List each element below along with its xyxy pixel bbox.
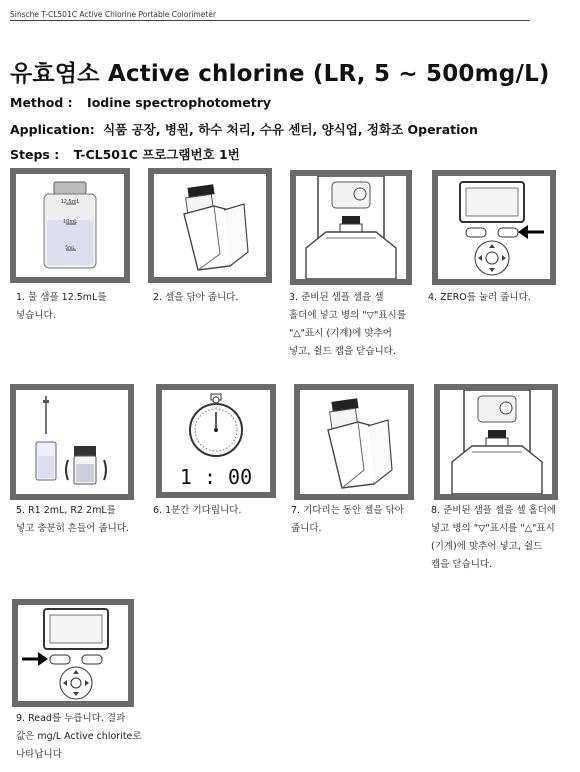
step-9-caption: 9. Read를 누릅니다. 결과 값은 mg/L Active chlorite로 나타납니다 xyxy=(16,713,142,760)
bottle-mark-mid: 10mL xyxy=(62,219,78,225)
application-label: Application: xyxy=(10,122,95,137)
step-1-image xyxy=(10,168,130,283)
step-2-caption: 2. 셀을 닦아 줍니다. xyxy=(153,292,239,303)
method-value: Iodine spectrophotometry xyxy=(87,95,272,110)
timer-display: 1 : 00 xyxy=(179,465,253,489)
wipe-cell-icon xyxy=(300,390,408,494)
step-7-image xyxy=(294,384,414,500)
step-4-caption: 4. ZERO를 눌러 줍니다. xyxy=(428,292,531,303)
meter-read-icon xyxy=(18,605,128,701)
step-9-image xyxy=(12,599,134,707)
sample-bottle-icon xyxy=(16,174,124,277)
reagent-shake-icon xyxy=(16,390,128,494)
step-1-caption: 1. 물 샘플 12.5mL를 넣습니다. xyxy=(16,292,107,321)
page-title: 유효염소 Active chlorine (LR, 5 ~ 500mg/L) xyxy=(10,61,550,87)
application-line xyxy=(10,120,478,138)
step-5-image xyxy=(10,384,134,500)
steps-label: Steps : xyxy=(10,147,60,162)
steps-value: T-CL501C 프로그램번호 1번 xyxy=(73,147,240,162)
steps-line xyxy=(10,145,240,163)
application-value: 식품 공장, 병원, 하수 처리, 수유 센터, 양식업, 정화조 Operation xyxy=(103,122,478,137)
stopwatch-icon xyxy=(162,390,270,492)
step-7-caption: 7. 기다리는 동안 셀을 닦아 줍니다. xyxy=(291,505,404,534)
step-6-caption: 6. 1분간 기다립니다. xyxy=(153,505,242,516)
bottle-mark-low: 5mL xyxy=(65,246,75,251)
page-header: Sinsche T-CL501C Active Chlorine Portable Colorimeter xyxy=(10,10,530,21)
step-8-caption: 8. 준비된 샘플 셀을 셀 홀더에 넣고 병의 "▽"표시를 "△"표시 (기계)에 맞추어 넣고, 쉴드 캡을 닫습니다. xyxy=(431,505,557,570)
meter-zero-icon xyxy=(438,176,550,279)
step-6-image xyxy=(156,384,276,498)
step-5-caption: 5. R1 2mL, R2 2mL를 넣고 충분히 흔들어 줍니다. xyxy=(16,505,130,534)
cell-holder-icon xyxy=(440,390,552,494)
step-3-caption: 3. 준비된 샘플 셀을 셀 홀더에 넣고 병의 "▽"표시를 "△"표시 (기계)에 맞추어 넣고, 쉴드 캡을 닫습니다. xyxy=(289,292,406,357)
step-2-image xyxy=(148,168,272,283)
method-label: Method : xyxy=(10,95,73,110)
step-3-image xyxy=(290,170,412,285)
step-4-image xyxy=(432,170,556,285)
bottle-mark-top: 12.5mL xyxy=(60,199,80,205)
step-8-image xyxy=(434,384,558,500)
method-line xyxy=(10,95,271,110)
wipe-cell-icon xyxy=(154,174,266,277)
cell-holder-icon xyxy=(296,176,406,279)
